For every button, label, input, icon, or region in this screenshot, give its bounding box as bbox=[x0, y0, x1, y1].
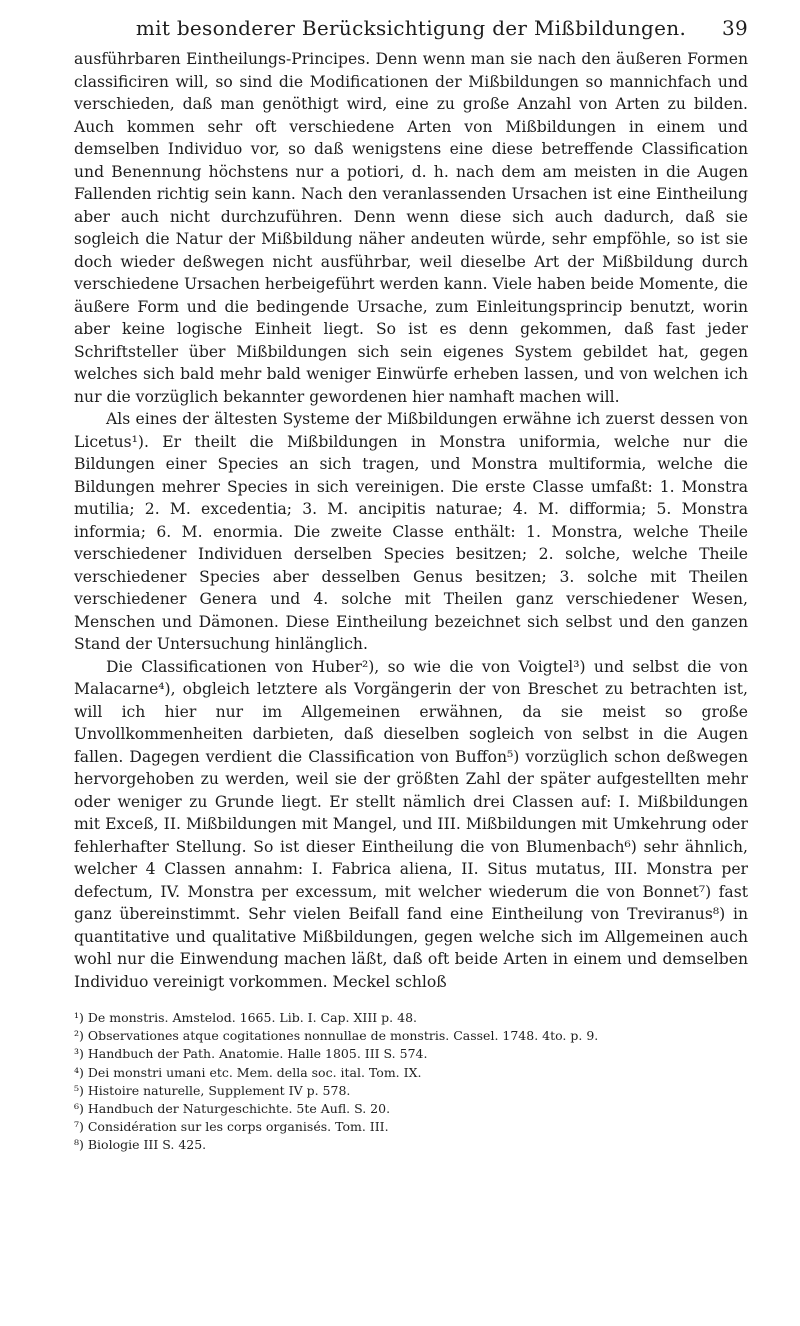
footnote: ⁵) Histoire naturelle, Supplement IV p. 578. bbox=[74, 1082, 351, 1098]
paragraph: Die Classificationen von Huber²), so wie die von Voigtel³) und selbst die von Malacarne⁴), obgleich letztere als Vorgängerin der von Breschet zu betrachten ist, will ich hier nur im Allgemeinen erwähnen, da sie meist so große Unvollkommenheiten darbieten, daß dieselben sogleich von selbst in die Augen fallen. Dagegen verdient die Classification von Buffon⁵) vorzüglich schon deßwegen hervorgehoben zu werden, weil sie der größten Zahl der später aufgestellten mehr oder weniger zu Grunde liegt. Er stellt nämlich drei Classen auf: I. Mißbildungen mit Exceß, II. Mißbildungen mit Mangel, und III. Mißbildungen mit Umkehrung oder fehlerhafter Stellung. So ist dieser Eintheilung die von Blumenbach⁶) sehr ähnlich, welcher 4 Classen annahm: I. Fabrica aliena, II. Situs mutatus, III. Monstra per defectum, IV. Monstra per excessum, mit welcher wiederum die von Bonnet⁷) fast ganz übereinstimmt. Sehr vielen Beifall fand eine Eintheilung von Treviranus⁸) in quantitative und qualitative Mißbildungen, gegen welche sich im Allgemeinen auch wohl nur die Einwendung machen läßt, daß oft beide Arten in einem und demselben Individuo vereinigt vorkommen. Meckel schloß bbox=[74, 657, 748, 991]
footnote: ⁴) Dei monstri umani etc. Mem. della soc. ital. Tom. IX. bbox=[74, 1064, 422, 1080]
footnote: ⁶) Handbuch der Naturgeschichte. 5te Aufl. S. 20. bbox=[74, 1101, 391, 1117]
body-text bbox=[74, 48, 748, 993]
footnote: ³) Handbuch der Path. Anatomie. Halle 1805. III S. 574. bbox=[74, 1046, 428, 1062]
running-header bbox=[74, 14, 748, 48]
running-title: mit besonderer Berücksichtigung der Mißbildungen. bbox=[135, 16, 687, 40]
paragraph: Als eines der ältesten Systeme der Mißbildungen erwähne ich zuerst dessen von Licetus¹). Er theilt die Mißbildungen in Monstra uniformia, welche nur die Bildungen einer Species an sich tragen, und Monstra multiformia, welche die Bildungen mehrer Species in sich vereinigen. Die erste Classe umfaßt: 1. Monstra mutilia; 2. M. excedentia; 3. M. ancipitis naturae; 4. M. difformia; 5. Monstra informia; 6. M. enormia. Die zweite Classe enthält: 1. Monstra, welche Theile verschiedener Individuen derselben Species besitzen; 2. solche, welche Theile verschiedener Species aber desselben Genus besitzen; 3. solche mit Theilen verschiedener Genera und 4. solche mit Theilen ganz verschiedener Wesen, Menschen und Dämonen. Diese Eintheilung bezeichnet sich selbst und den ganzen Stand der Untersuchung hinlänglich. bbox=[74, 410, 748, 653]
footnotes bbox=[74, 1009, 748, 1155]
footnote: ⁷) Considération sur les corps organisés. Tom. III. bbox=[74, 1119, 389, 1135]
footnote: ⁸) Biologie III S. 425. bbox=[74, 1137, 207, 1153]
page-number: 39 bbox=[721, 16, 748, 40]
footnote: ²) Observationes atque cogitationes nonnullae de monstris. Cassel. 1748. 4to. p. 9. bbox=[74, 1028, 599, 1044]
footnote: ¹) De monstris. Amstelod. 1665. Lib. I. Cap. XIII p. 48. bbox=[74, 1010, 418, 1025]
paragraph: ausführbaren Eintheilungs-Principes. Denn wenn man sie nach den äußeren Formen classificiren will, so sind die Modificationen der Mißbildungen so mannichfach und verschieden, daß man genöthigt wird, eine zu große Anzahl von Arten zu bilden. Auch kommen sehr oft verschiedene Arten von Mißbildungen in einem und demselben Individuo vor, so daß wenigstens eine diese betreffende Classification und Benennung höchstens nur a potiori, d. h. nach dem am meisten in die Augen Fallenden richtig sein kann. Nach den veranlassenden Ursachen ist eine Eintheilung aber auch nicht durchzuführen. Denn wenn diese sich auch dadurch, daß sie sogleich die Natur der Mißbildung näher andeuten würde, sehr empföhle, so ist sie doch wieder deßwegen nicht ausführbar, weil dieselbe Art der Mißbildung durch verschiedene Ursachen herbeigeführt werden kann. Viele haben beide Momente, die äußere Form und die bedingende Ursache, zum Einleitungsprincip benutzt, worin aber keine logische Einheit liegt. So ist es denn gekommen, daß fast jeder Schriftsteller über Mißbildungen sich sein eigenes System gebildet hat, gegen welches sich bald mehr bald weniger Einwürfe erheben lassen, und von welchen ich nur die vorzüglich bekannter gewordenen hier namhaft machen will. bbox=[74, 50, 748, 406]
